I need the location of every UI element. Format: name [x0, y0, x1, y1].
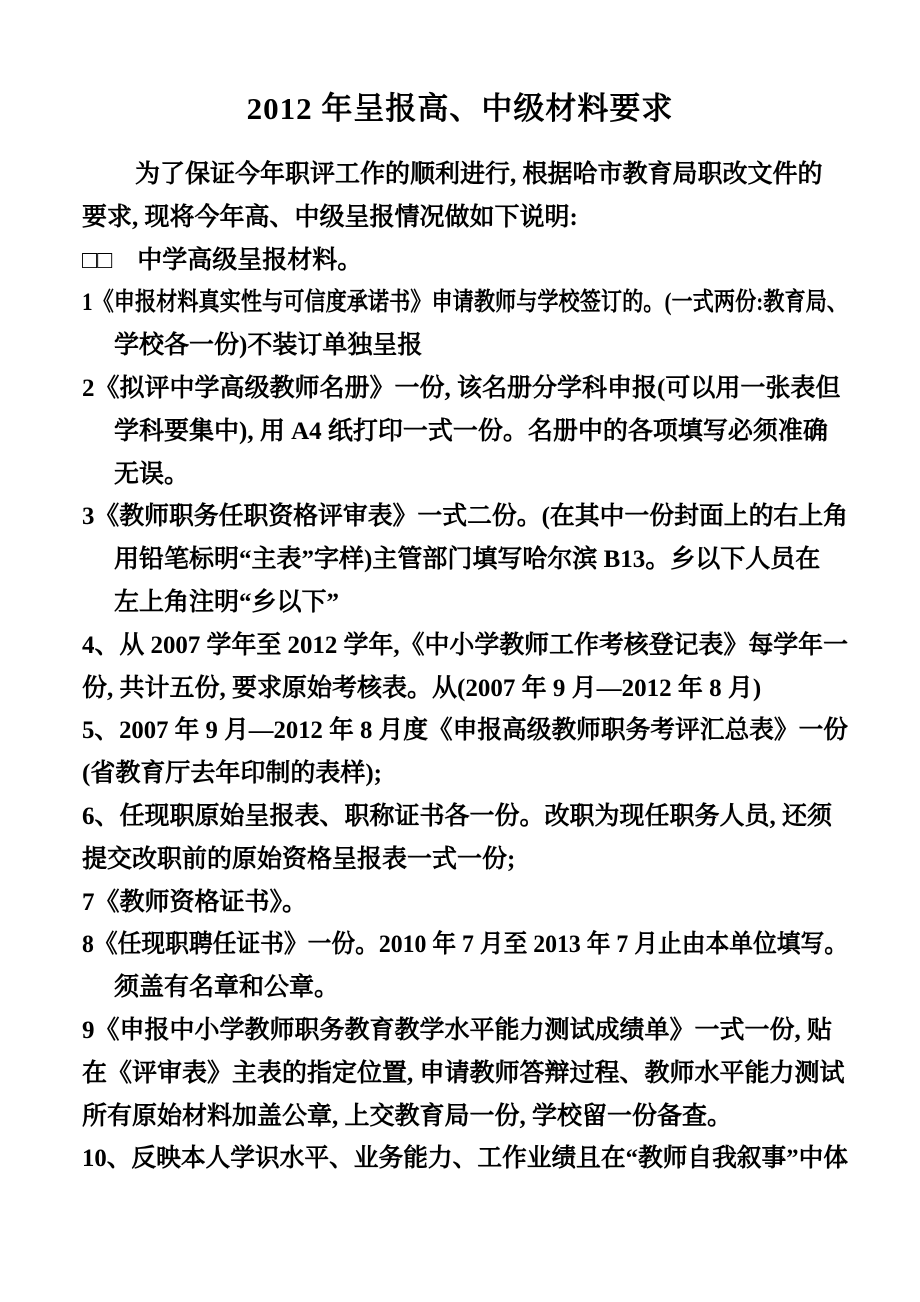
text-line: [82, 1138, 848, 1181]
text-line: [82, 1053, 848, 1096]
text-line: [82, 882, 848, 925]
text-line: [82, 454, 848, 497]
text-line: [82, 582, 848, 625]
text-line-content: 所有原始材料加盖公章, 上交教育局一份, 学校留一份备查。: [82, 1102, 733, 1130]
text-line: [82, 839, 848, 882]
text-line-content: 4、从 2007 学年至 2012 学年,《中小学教师工作考核登记表》每学年一: [82, 631, 848, 659]
text-line-content: 学校各一份)不装订单独呈报: [114, 332, 423, 360]
text-line: [82, 753, 848, 796]
document-title: 2012 年呈报高、中级材料要求: [246, 91, 674, 126]
text-line-content: 3《教师职务任职资格评审表》一式二份。(在其中一份封面上的右上角: [82, 503, 848, 531]
text-line-content: 为了保证今年职评工作的顺利进行, 根据哈市教育局职改文件的: [135, 161, 823, 188]
text-line-content: 9《申报中小学教师职务教育教学水平能力测试成绩单》一式一份, 贴: [82, 1016, 833, 1044]
text-line-content: 学科要集中), 用 A4 纸打印一式一份。名册中的各项填写必须准确: [114, 417, 828, 445]
text-line: [82, 325, 848, 368]
text-line: [82, 368, 848, 411]
text-line: [82, 1010, 848, 1053]
text-line-content: 份, 共计五份, 要求原始考核表。从(2007 年 9 月—2012 年 8 月): [82, 674, 762, 702]
text-line-content: 6、任现职原始呈报表、职称证书各一份。改职为现任职务人员, 还须: [82, 802, 833, 830]
text-line-content: 在《评审表》主表的指定位置, 申请教师答辩过程、教师水平能力测试: [82, 1059, 845, 1087]
text-line-content: 1《申报材料真实性与可信度承诺书》申请教师与学校签订的。(一式两份:教育局、: [82, 289, 848, 317]
text-line: [82, 668, 848, 711]
text-line: [82, 496, 848, 539]
text-line-content: 左上角注明“乡以下”: [114, 588, 340, 616]
text-line-content: 2《拟评中学高级教师名册》一份, 该名册分学科申报(可以用一张表但: [82, 374, 841, 402]
document-body: [82, 154, 848, 1181]
text-line: [82, 625, 848, 668]
text-line-content: 无误。: [114, 460, 190, 488]
text-line: [82, 710, 848, 753]
text-line: [82, 796, 848, 839]
text-line: [82, 967, 848, 1010]
text-line: [82, 197, 848, 240]
text-line: [82, 411, 848, 454]
text-line-content: 要求, 现将今年高、中级呈报情况做如下说明:: [82, 203, 578, 231]
text-line-content: 用铅笔标明“主表”字样)主管部门填写哈尔滨 B13。乡以下人员在: [114, 546, 821, 574]
text-line-content: 8《任现职聘任证书》一份。2010 年 7 月至 2013 年 7 月止由本单位填写。: [82, 931, 848, 959]
text-line: [82, 154, 848, 197]
text-line: [82, 1096, 848, 1139]
text-line-content: 7《教师资格证书》。: [82, 888, 308, 916]
text-line-content: 提交改职前的原始资格呈报表一式一份;: [82, 845, 516, 873]
text-line: [82, 924, 848, 967]
text-line-content: 须盖有名章和公章。: [114, 974, 340, 1002]
text-line: [82, 282, 848, 325]
text-line: [82, 240, 848, 283]
text-line-content: 5、2007 年 9 月—2012 年 8 月度《申报高级教师职务考评汇总表》一份: [82, 717, 848, 745]
text-line-content: (省教育厅去年印制的表样);: [82, 760, 382, 788]
text-line-content: 10、反映本人学识水平、业务能力、工作业绩且在“教师自我叙事”中体: [82, 1145, 848, 1173]
text-line-content: □□ 中学高级呈报材料。: [82, 246, 363, 274]
text-line: [82, 539, 848, 582]
